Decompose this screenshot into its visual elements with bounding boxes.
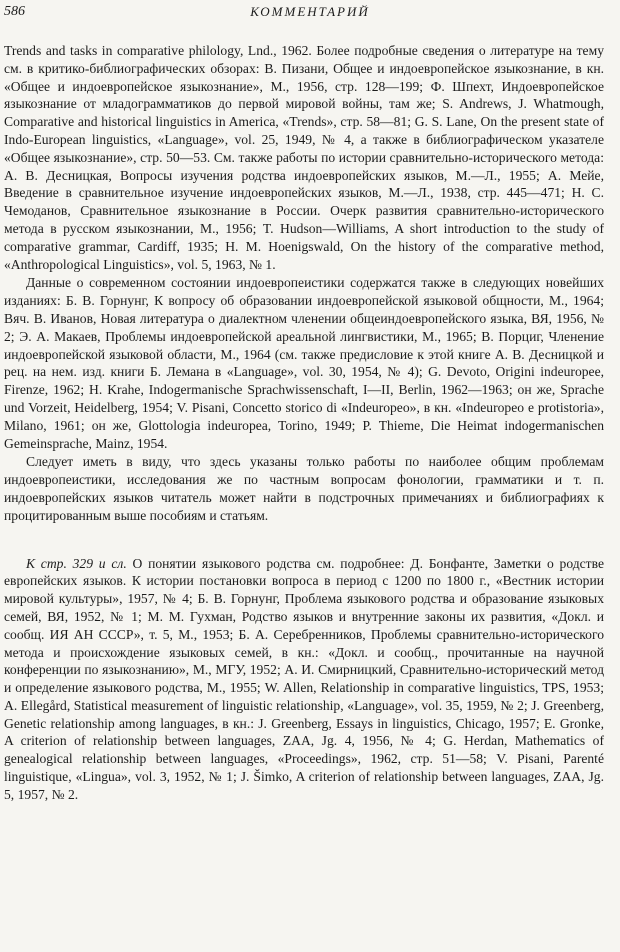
paragraph-1: Trends and tasks in comparative philology, Lnd., 1962. Более подробные сведения о литературе на тему см. в критико-библиографических обзорах: В. Пизани, Общее и индоевропейское языкознание, в кн. «Общее и индоевропейское языкознание», М., 1956, стр. 128—199; Ф. Шпехт, Индоевропейское языкознание от младограмматиков до первой мировой войны, там же; S. Andrews, J. Whatmough, Comparative and historical linguistics in America, «Trends», стр. 58—81; G. S. Lane, On the present state of Indo-European linguistics, «Language», vol. 25, 1949, № 4, а также в библиографическом указателе «Общее языкознание», стр. 50—53. См. также работы по истории сравнительно-исторического метода: А. В. Десницкая, Вопросы изучения родства индоевропейских языков, М.—Л., 1955; А. Мейе, Введение в сравнительное изучение индоевропейских языков, М.—Л., 1938, стр. 445—471; Н. С. Чемоданов, Сравнительное языкознание в России. Очерк развития сравнительно-исторического метода в русском языкознании, М., 1956; T. Hudson—Williams, A short introduction to the study of comparative grammar, Cardiff, 1935; H. M. Hoenigswald, On the history of the comparative method, «Anthropological Linguistics», vol. 5, 1963, № 1. [4,43,604,272]
paragraph-section [4,555,604,804]
paragraph-3: Следует иметь в виду, что здесь указаны только работы по наиболее общим проблемам индоевропеистики, исследования же по частным вопросам фонологии, грамматики и т. п. индоевропейских языков читатель может найти в подстрочных примечаниях и библиографиях к процитированным выше пособиям и статьям. [4,454,604,523]
section-text: О понятии языкового родства см. подробнее: Д. Бонфанте, Заметки о родстве европейских языков. К истории постановки вопроса в период с 1200 по 1800 г., «Вестник истории мировой культуры», 1957, № 4; Б. В. Горнунг, Проблема языкового родства и образование языковых семей, ВЯ, 1952, № 1; М. М. Гухман, Родство языков и внутренние законы их развития, «Докл. и сообщ. ИЯ АН СССР», т. 5, М., 1953; Б. А. Серебренников, Проблемы сравнительно-исторического метода и происхождение языковых семей, в кн.: «Докл. и сообщ., прочитанные на научной конференции по языкознанию», М., МГУ, 1952; А. И. Смирницкий, Сравнительно-исторический метод и определение языкового родства, М., 1955; W. Allen, Relationship in comparative linguistics, TPS, 1953; A. Ellegård, Statistical measurement of linguistic relationship, «Language», vol. 35, 1959, № 2; J. Greenberg, Genetic relationship among languages, в кн.: J. Greenberg, Essays in linguistics, Chicago, 1957; E. Gronke, A criterion of relationship between languages, ZAA, Jg. 4, 1956, № 4; G. Herdan, Mathematics of genealogical relationship between languages, «Proceedings», 1962, стр. 51—58; V. Pisani, Parenté linguistique, «Lingua», vol. 3, 1952, № 1; J. Šimko, A criterion of relationship between languages, ZAA, Jg. 5, 1957, № 2. [4,555,604,802]
paragraph-2: Данные о современном состоянии индоевропеистики содержатся также в следующих новейших изданиях: Б. В. Горнунг, К вопросу об образовании индоевропейской языковой общности, М., 1964; Вяч. В. Иванов, Новая литература о диалектном членении общеиндоевропейского языка, ВЯ, 1956, № 2; Э. А. Макаев, Проблемы индоевропейской ареальной лингвистики, М., 1965; В. Порциг, Членение индоевропейской языковой области, М., 1964 (см. также предисловие к этой книге А. В. Десницкой и рец. на нем. изд. книги Б. Лемана в «Language», vol. 30, 1954, № 4); G. Devoto, Origini indeuropee, Firenze, 1962; H. Krahe, Indogermanische Sprachwissenschaft, I—II, Berlin, 1962—1963; он же, Sprache und Vorzeit, Heidelberg, 1954; V. Pisani, Concetto storico di «Indeuropeo», в кн. «Indeuropeo e protistoria», Milano, 1961; он же, Glottologia indeuropea, Torino, 1949; P. Thieme, Die Heimat indogermanischen Gemeinsprache, Mainz, 1954. [4,275,604,451]
section-gap [4,525,604,555]
section-ref-label: К стр. 329 и сл. [26,555,127,571]
page-body [4,42,604,804]
page-number: 586 [4,4,25,19]
running-head: КОММЕНТАРИЙ [250,4,370,19]
page-header [0,4,620,26]
